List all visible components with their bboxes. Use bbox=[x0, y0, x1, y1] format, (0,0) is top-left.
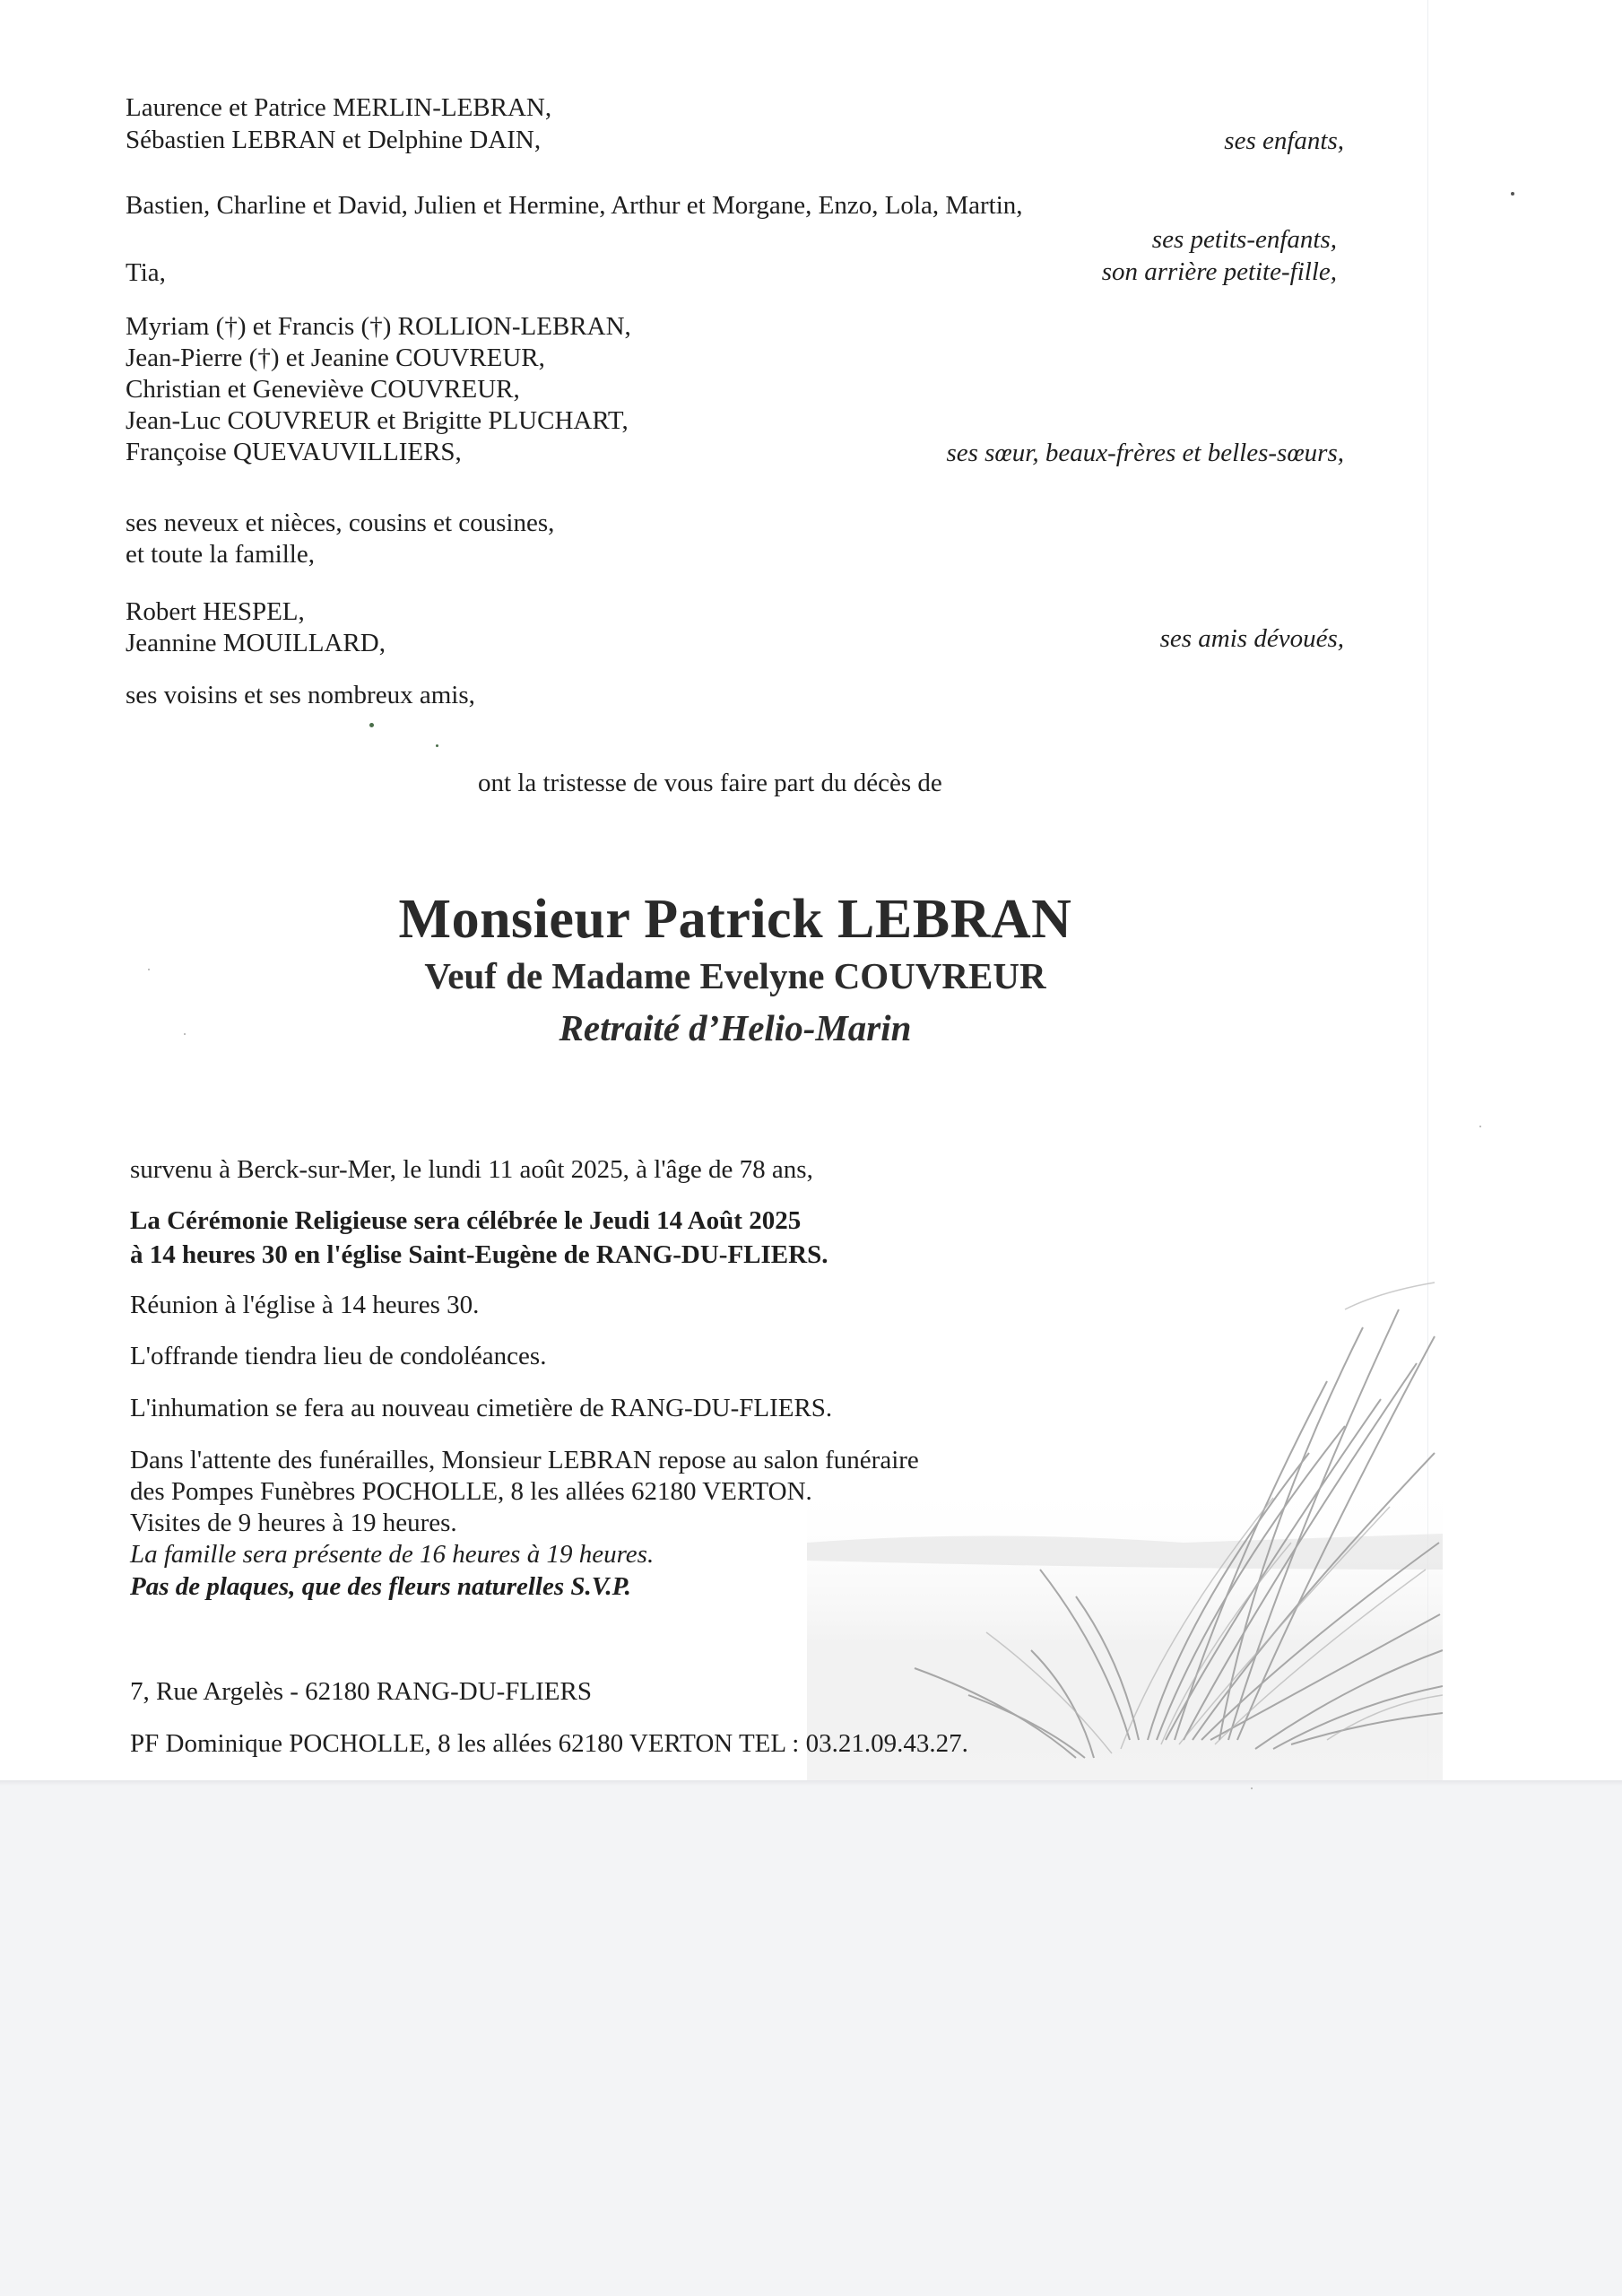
meeting-line: Réunion à l'église à 14 heures 30. bbox=[130, 1291, 480, 1319]
address-line: 7, Rue Argelès - 62180 RANG-DU-FLIERS bbox=[130, 1677, 592, 1706]
family-line: Myriam (†) et Francis (†) ROLLION-LEBRAN, bbox=[126, 312, 631, 341]
relation-label: ses petits-enfants, bbox=[1151, 225, 1337, 254]
family-line: Laurence et Patrice MERLIN-LEBRAN, bbox=[126, 93, 552, 122]
family-line: Jeannine MOUILLARD, bbox=[126, 629, 386, 657]
relation-label: ses enfants, bbox=[1224, 126, 1344, 155]
scan-speck bbox=[148, 969, 150, 970]
rest-line: des Pompes Funèbres POCHOLLE, 8 les allées 62180 VERTON. bbox=[130, 1477, 812, 1506]
dune-grass-icon bbox=[807, 1274, 1443, 1780]
scan-speck bbox=[1251, 1787, 1253, 1789]
announcement: ont la tristesse de vous faire part du décès de bbox=[478, 769, 942, 797]
relation-label: ses sœur, beaux-frères et belles-sœurs, bbox=[946, 439, 1344, 467]
family-presence-line: La famille sera présente de 16 heures à 19 heures. bbox=[130, 1540, 655, 1569]
occupation-line: Retraité d’Helio-Marin bbox=[559, 1007, 912, 1048]
widower-line: Veuf de Madame Evelyne COUVREUR bbox=[424, 955, 1046, 996]
scan-speck bbox=[1479, 1126, 1481, 1127]
family-line: et toute la famille, bbox=[126, 540, 315, 569]
ceremony-line: La Cérémonie Religieuse sera célébrée le Jeudi 14 Août 2025 bbox=[130, 1206, 802, 1235]
scan-background bbox=[0, 1780, 1622, 2296]
funeral-home-line: PF Dominique POCHOLLE, 8 les allées 62180 VERTON TEL : 03.21.09.43.27. bbox=[130, 1729, 968, 1758]
scan-speck bbox=[1511, 192, 1514, 196]
burial-line: L'inhumation se fera au nouveau cimetière de RANG-DU-FLIERS. bbox=[130, 1394, 833, 1422]
death-details: survenu à Berck-sur-Mer, le lundi 11 août 2025, à l'âge de 78 ans, bbox=[130, 1155, 813, 1184]
deceased-name: Monsieur Patrick LEBRAN bbox=[398, 889, 1072, 950]
scan-speck bbox=[184, 1033, 186, 1035]
family-line: ses voisins et ses nombreux amis, bbox=[126, 681, 475, 709]
family-line: Françoise QUEVAUVILLIERS, bbox=[126, 438, 462, 466]
family-line: Bastien, Charline et David, Julien et Hermine, Arthur et Morgane, Enzo, Lola, Martin, bbox=[126, 191, 1023, 220]
ceremony-line: à 14 heures 30 en l'église Saint-Eugène de RANG-DU-FLIERS. bbox=[130, 1240, 828, 1269]
no-plaques-line: Pas de plaques, que des fleurs naturelles S.V.P. bbox=[130, 1572, 631, 1601]
family-line: Jean-Pierre (†) et Jeanine COUVREUR, bbox=[126, 344, 545, 372]
scan-speck bbox=[436, 744, 438, 747]
family-line: Tia, bbox=[126, 258, 166, 287]
offering-line: L'offrande tiendra lieu de condoléances. bbox=[130, 1342, 547, 1370]
family-line: Christian et Geneviève COUVREUR, bbox=[126, 375, 520, 404]
visits-line: Visites de 9 heures à 19 heures. bbox=[130, 1509, 457, 1537]
family-line: Jean-Luc COUVREUR et Brigitte PLUCHART, bbox=[126, 406, 629, 435]
family-line: ses neveux et nièces, cousins et cousines, bbox=[126, 509, 555, 537]
scan-speck bbox=[369, 723, 374, 727]
family-line: Robert HESPEL, bbox=[126, 597, 305, 626]
relation-label: son arrière petite-fille, bbox=[1101, 257, 1337, 286]
family-line: Sébastien LEBRAN et Delphine DAIN, bbox=[126, 126, 542, 154]
relation-label: ses amis dévoués, bbox=[1159, 624, 1344, 653]
rest-line: Dans l'attente des funérailles, Monsieur LEBRAN repose au salon funéraire bbox=[130, 1446, 919, 1474]
